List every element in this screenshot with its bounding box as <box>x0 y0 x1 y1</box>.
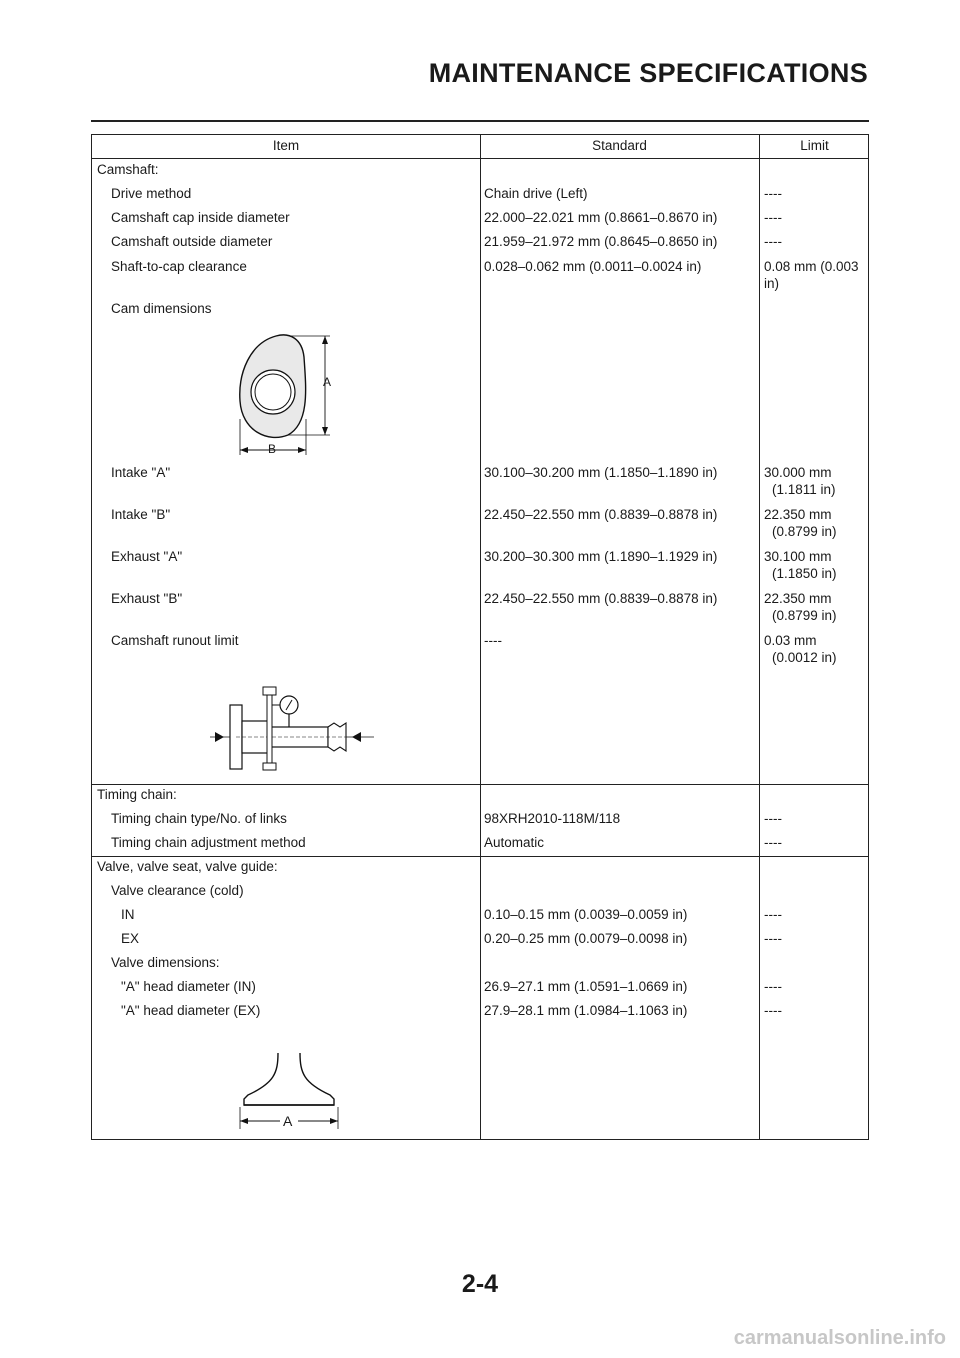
item-intake-b: Intake "B" <box>111 507 171 522</box>
limit-intake-a: 30.000 mm <box>764 465 832 480</box>
column-divider <box>759 135 760 1139</box>
item-camshaft-runout: Camshaft runout limit <box>111 633 239 648</box>
limit-head-diameter-in: ---- <box>764 979 782 994</box>
item-cap-inside-diameter: Camshaft cap inside diameter <box>111 210 290 225</box>
item-intake-a: Intake "A" <box>111 465 171 480</box>
item-shaft-to-cap-clearance: Shaft-to-cap clearance <box>111 259 247 274</box>
camshaft-runout-figure <box>210 683 376 777</box>
standard-head-diameter-ex: 27.9–28.1 mm (1.0984–1.1063 in) <box>484 1003 688 1018</box>
limit-timing-chain-type: ---- <box>764 811 782 826</box>
limit-camshaft-runout-inch: (0.0012 in) <box>772 650 837 665</box>
limit-head-diameter-ex: ---- <box>764 1003 782 1018</box>
limit-intake-b-inch: (0.8799 in) <box>772 524 837 539</box>
item-clearance-in: IN <box>121 907 135 922</box>
standard-intake-a: 30.100–30.200 mm (1.1850–1.1890 in) <box>484 465 718 480</box>
limit-intake-b: 22.350 mm <box>764 507 832 522</box>
section-camshaft: Camshaft: <box>97 162 159 177</box>
cam-label-b: B <box>268 442 277 456</box>
title-rule <box>91 120 869 122</box>
limit-exhaust-b-inch: (0.8799 in) <box>772 608 837 623</box>
limit-timing-chain-adjustment: ---- <box>764 835 782 850</box>
standard-camshaft-outside-diameter: 21.959–21.972 mm (0.8645–0.8650 in) <box>484 234 718 249</box>
item-cam-dimensions: Cam dimensions <box>111 301 212 316</box>
item-camshaft-outside-diameter: Camshaft outside diameter <box>111 234 273 249</box>
limit-clearance-in: ---- <box>764 907 782 922</box>
limit-cap-inside-diameter: ---- <box>764 210 782 225</box>
limit-exhaust-a: 30.100 mm <box>764 549 832 564</box>
valve-label-a: A <box>283 1113 293 1129</box>
watermark: carmanualsonline.info <box>733 1327 946 1349</box>
limit-camshaft-runout: 0.03 mm <box>764 633 817 648</box>
header-limit: Limit <box>800 138 829 153</box>
standard-intake-b: 22.450–22.550 mm (0.8839–0.8878 in) <box>484 507 718 522</box>
limit-intake-a-inch: (1.1811 in) <box>772 482 836 497</box>
limit-drive-method: ---- <box>764 186 782 201</box>
section-timing-chain: Timing chain: <box>97 787 177 802</box>
limit-clearance-ex: ---- <box>764 931 782 946</box>
page-title: MAINTENANCE SPECIFICATIONS <box>428 58 868 88</box>
item-clearance-ex: EX <box>121 931 140 946</box>
standard-clearance-ex: 0.20–0.25 mm (0.0079–0.0098 in) <box>484 931 688 946</box>
header-item: Item <box>272 138 300 153</box>
standard-exhaust-a: 30.200–30.300 mm (1.1890–1.1929 in) <box>484 549 718 564</box>
standard-exhaust-b: 22.450–22.550 mm (0.8839–0.8878 in) <box>484 591 718 606</box>
limit-camshaft-outside-diameter: ---- <box>764 234 782 249</box>
specifications-table <box>91 134 869 1140</box>
standard-clearance-in: 0.10–0.15 mm (0.0039–0.0059 in) <box>484 907 688 922</box>
section-divider <box>92 856 868 857</box>
standard-head-diameter-in: 26.9–27.1 mm (1.0591–1.0669 in) <box>484 979 688 994</box>
item-timing-chain-type: Timing chain type/No. of links <box>111 811 287 826</box>
standard-timing-chain-adjustment: Automatic <box>484 835 545 850</box>
limit-exhaust-a-inch: (1.1850 in) <box>772 566 837 581</box>
item-valve-clearance: Valve clearance (cold) <box>111 883 244 898</box>
item-drive-method: Drive method <box>111 186 192 201</box>
cam-label-a: A <box>323 375 332 389</box>
standard-timing-chain-type: 98XRH2010-118M/118 <box>484 811 621 826</box>
standard-shaft-to-cap-clearance: 0.028–0.062 mm (0.0011–0.0024 in) <box>484 259 702 274</box>
header-standard: Standard <box>592 138 647 153</box>
section-valve: Valve, valve seat, valve guide: <box>97 859 278 874</box>
section-divider <box>92 784 868 785</box>
limit-exhaust-b: 22.350 mm <box>764 591 832 606</box>
item-head-diameter-ex: "A" head diameter (EX) <box>121 1003 261 1018</box>
item-timing-chain-adjustment: Timing chain adjustment method <box>111 835 306 850</box>
item-valve-dimensions: Valve dimensions: <box>111 955 220 970</box>
item-exhaust-a: Exhaust "A" <box>111 549 183 564</box>
cam-lobe-figure <box>232 327 342 457</box>
item-head-diameter-in: "A" head diameter (IN) <box>121 979 256 994</box>
standard-camshaft-runout: ---- <box>484 633 502 648</box>
column-divider <box>480 135 481 1139</box>
header-divider <box>92 158 868 159</box>
standard-cap-inside-diameter: 22.000–22.021 mm (0.8661–0.8670 in) <box>484 210 718 225</box>
page-number: 2-4 <box>461 1270 499 1298</box>
item-exhaust-b: Exhaust "B" <box>111 591 183 606</box>
limit-shaft-to-cap-clearance: 0.08 mm (0.003 in) <box>764 259 859 291</box>
standard-drive-method: Chain drive (Left) <box>484 186 588 201</box>
